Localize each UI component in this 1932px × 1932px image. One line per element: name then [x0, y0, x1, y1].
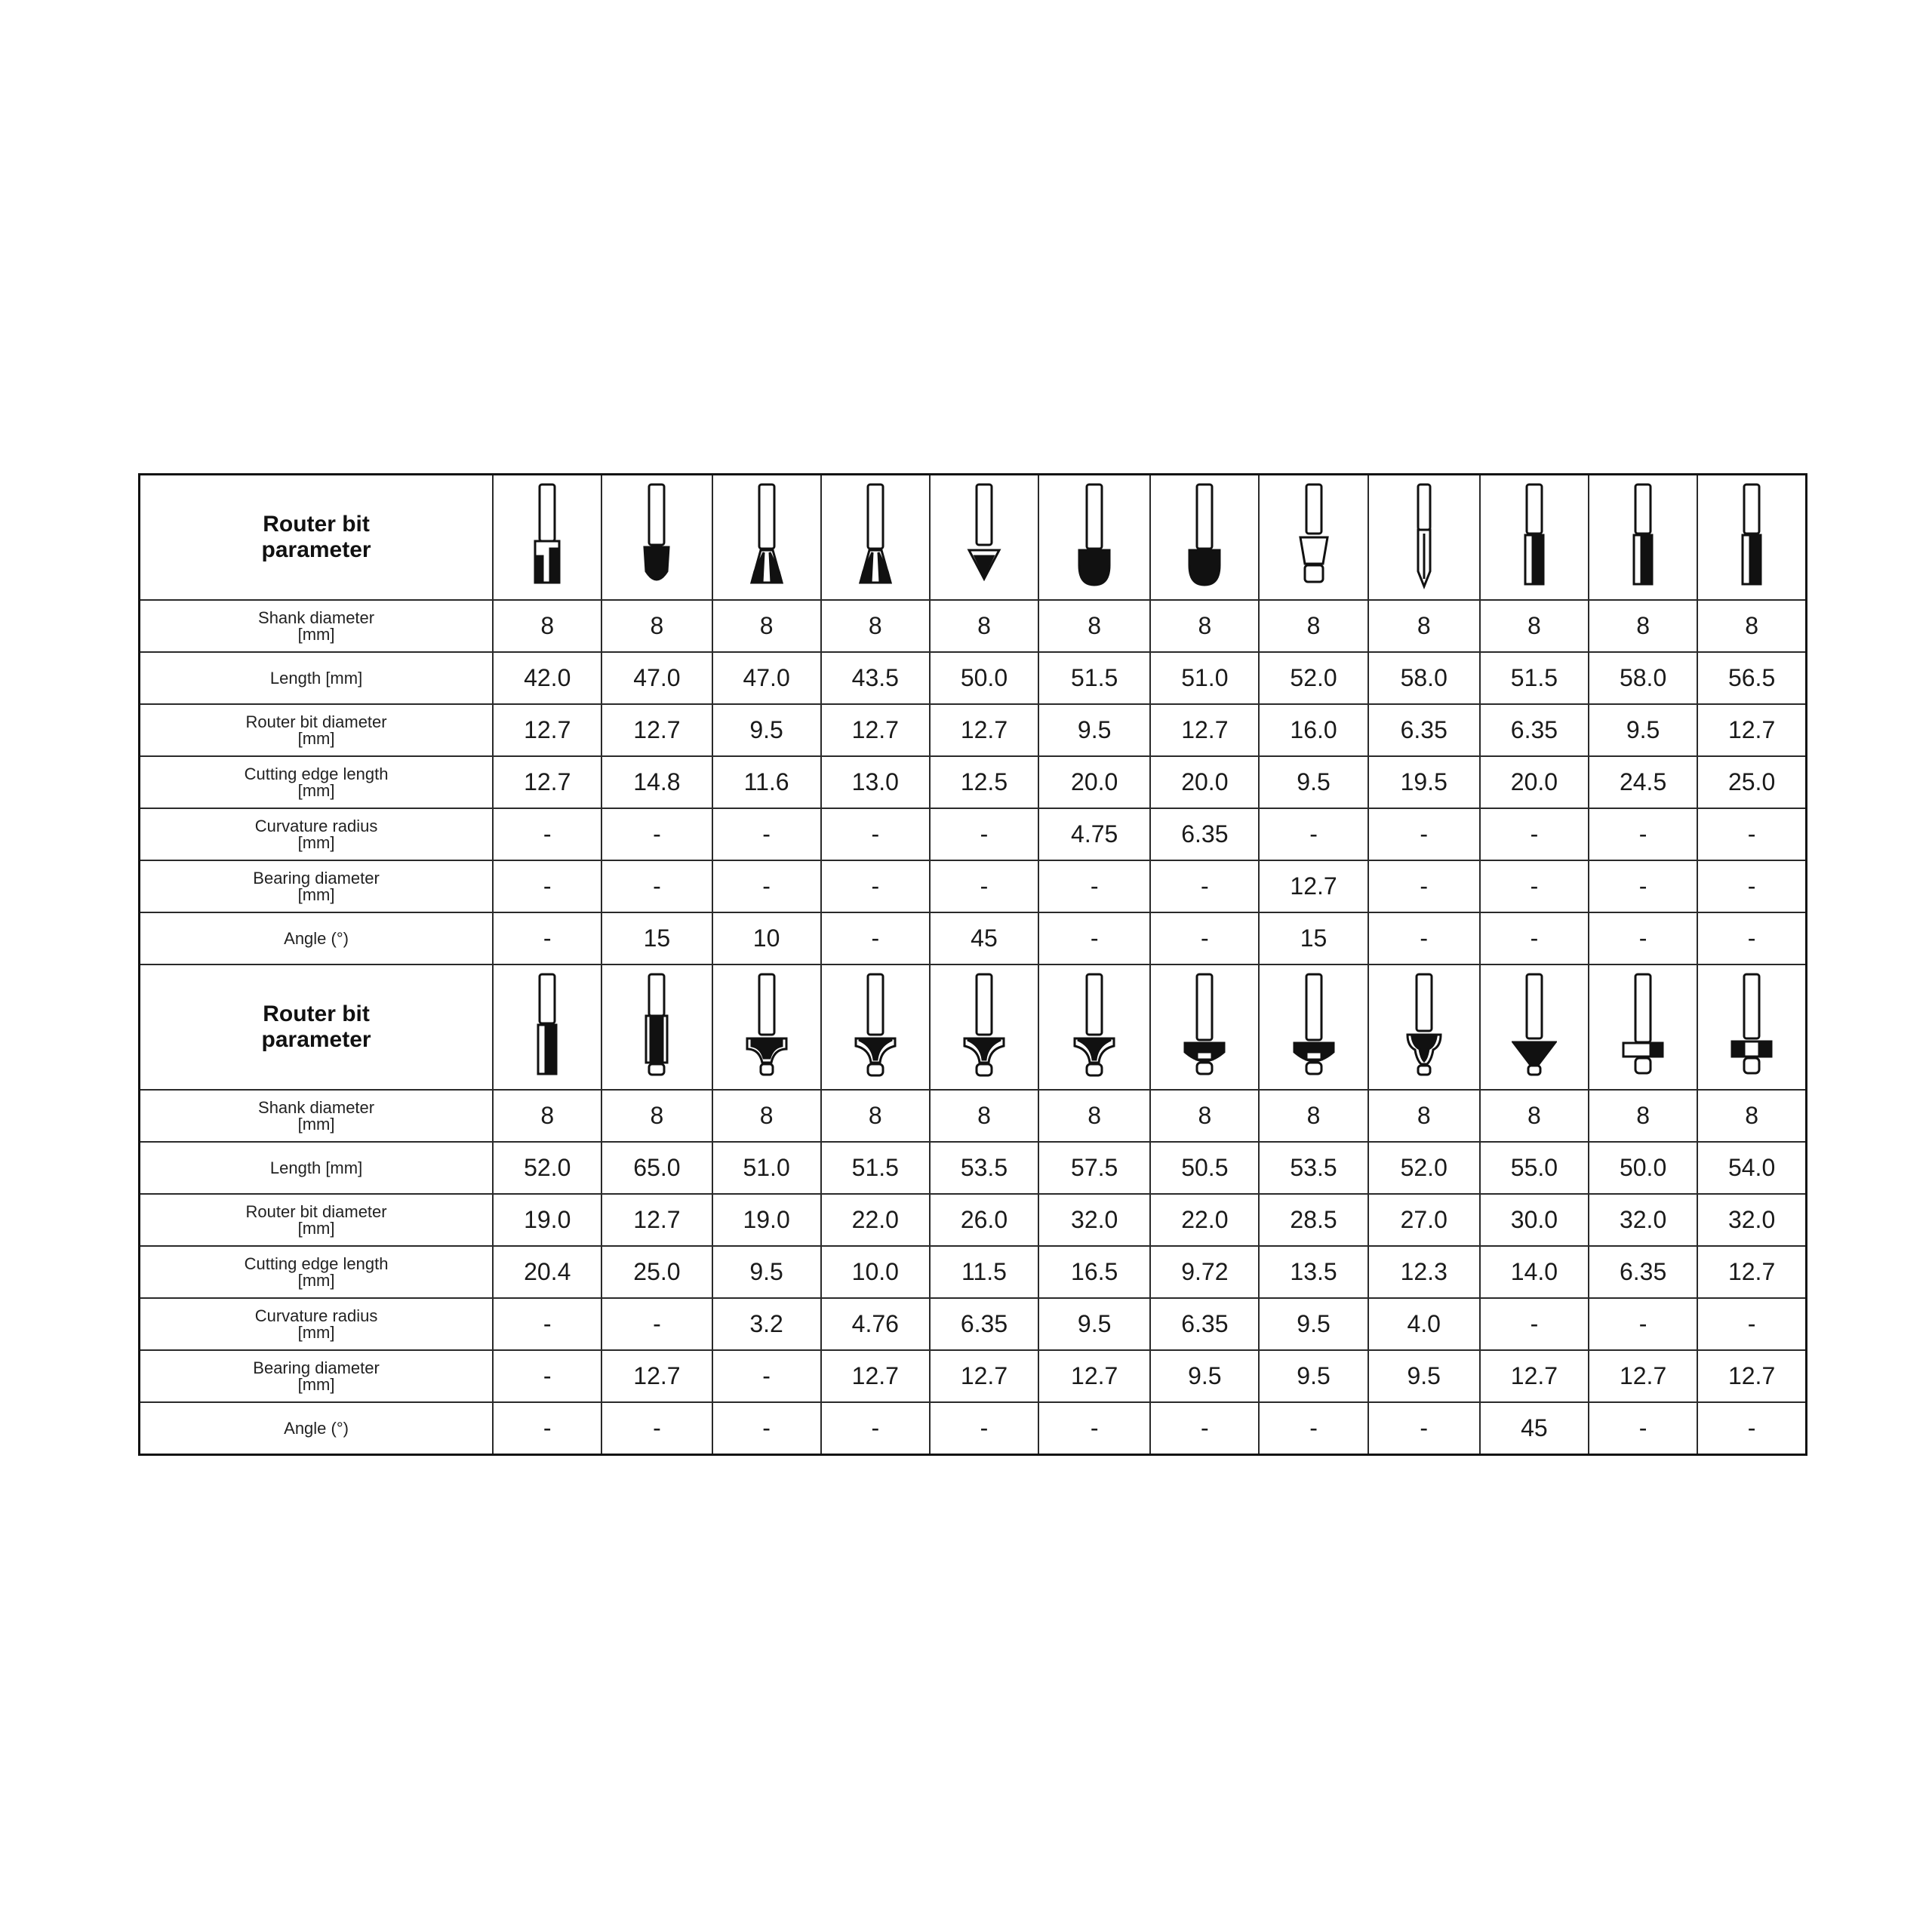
bit-icon-cell — [1589, 475, 1697, 601]
table-cell: - — [493, 1350, 601, 1402]
table-cell: 8 — [1697, 600, 1806, 652]
table-cell: 10.0 — [821, 1246, 930, 1298]
row-label-line: Angle (°) — [284, 1418, 349, 1438]
table-cell: 12.3 — [1368, 1246, 1480, 1298]
router-bit-parameter-header-line: Router bit — [263, 512, 370, 537]
row-label-line: Bearing diameter — [253, 1358, 380, 1377]
table-cell: 8 — [712, 600, 821, 652]
table-cell: 27.0 — [1368, 1194, 1480, 1246]
flush-trim-bit-icon — [634, 971, 679, 1084]
table-cell: 8 — [1150, 1090, 1259, 1142]
bit-icon-cell — [1368, 475, 1480, 601]
table-cell: 8 — [1589, 1090, 1697, 1142]
table-cell: 20.0 — [1150, 756, 1259, 808]
table-cell: 9.5 — [712, 1246, 821, 1298]
table-cell: - — [930, 808, 1038, 860]
table-row — [140, 1402, 1807, 1455]
table-cell: 57.5 — [1038, 1142, 1150, 1194]
router-bit-parameter-header-line: parameter — [261, 537, 371, 562]
row-label-line: [mm] — [297, 728, 335, 748]
row-label-line: Router bit diameter — [245, 1201, 387, 1221]
bit-icon-cell — [1259, 475, 1367, 601]
table-cell: - — [821, 1402, 930, 1455]
row-label — [140, 912, 494, 964]
table-cell: - — [493, 1298, 601, 1350]
table-cell: 4.76 — [821, 1298, 930, 1350]
table-cell: 12.7 — [1589, 1350, 1697, 1402]
table-cell: 16.0 — [1259, 704, 1367, 756]
bit-icon-cell — [821, 475, 930, 601]
bit-icon-cell — [1150, 964, 1259, 1090]
bit-header-row — [140, 964, 1807, 1090]
table-cell: - — [821, 808, 930, 860]
table-cell: 4.75 — [1038, 808, 1150, 860]
row-label-line: Router bit diameter — [245, 712, 387, 731]
table-cell: - — [930, 860, 1038, 912]
table-cell: 6.35 — [1589, 1246, 1697, 1298]
table-cell: 8 — [1038, 1090, 1150, 1142]
table-cell: - — [1480, 1298, 1589, 1350]
table-cell: 12.7 — [1259, 860, 1367, 912]
table-cell: 50.0 — [1589, 1142, 1697, 1194]
table-cell: 25.0 — [1697, 756, 1806, 808]
row-label — [140, 1090, 494, 1142]
bit-icon-cell — [1038, 964, 1150, 1090]
table-cell: - — [1480, 912, 1589, 964]
straight-bit-icon — [1620, 481, 1666, 594]
table-cell: 25.0 — [601, 1246, 712, 1298]
table-cell: 6.35 — [1150, 1298, 1259, 1350]
table-cell: 11.5 — [930, 1246, 1038, 1298]
table-cell: - — [1150, 1402, 1259, 1455]
bit-icon-cell — [1480, 964, 1589, 1090]
table-cell: 12.7 — [821, 704, 930, 756]
cove-bit-icon — [744, 971, 789, 1084]
table-cell: 12.7 — [1038, 1350, 1150, 1402]
table-cell: 12.7 — [930, 1350, 1038, 1402]
table-cell: 12.7 — [1697, 1350, 1806, 1402]
table-cell: - — [1697, 860, 1806, 912]
table-cell: 22.0 — [1150, 1194, 1259, 1246]
table-row — [140, 1350, 1807, 1402]
table-cell: 9.5 — [712, 704, 821, 756]
table-cell: 12.7 — [601, 704, 712, 756]
straight-bit-icon — [1729, 481, 1774, 594]
table-cell: 8 — [930, 600, 1038, 652]
table-cell: 51.5 — [821, 1142, 930, 1194]
table-cell: 45 — [1480, 1402, 1589, 1455]
table-row — [140, 808, 1807, 860]
table-cell: - — [821, 860, 930, 912]
bit-header-row — [140, 475, 1807, 601]
table-row — [140, 1298, 1807, 1350]
table-cell: 53.5 — [930, 1142, 1038, 1194]
table-cell: 51.0 — [1150, 652, 1259, 704]
straight-bit-icon — [1512, 481, 1557, 594]
table-cell: 20.4 — [493, 1246, 601, 1298]
table-cell: 45 — [930, 912, 1038, 964]
table-cell: 15 — [601, 912, 712, 964]
bit-icon-cell — [821, 964, 930, 1090]
rabbet-bit-icon — [1729, 971, 1774, 1084]
table-cell: - — [712, 860, 821, 912]
table-cell: 12.7 — [930, 704, 1038, 756]
row-label — [140, 860, 494, 912]
table-cell: 51.5 — [1480, 652, 1589, 704]
table-row — [140, 1142, 1807, 1194]
table-cell: 8 — [821, 600, 930, 652]
bit-icon-cell — [712, 475, 821, 601]
table-cell: 8 — [601, 1090, 712, 1142]
cove-bearing-bit-icon — [1291, 971, 1337, 1084]
cove-bearing-bit-icon — [1182, 971, 1227, 1084]
roundover-bit-icon — [853, 971, 898, 1084]
table-cell: - — [712, 808, 821, 860]
table-cell: - — [1589, 1298, 1697, 1350]
row-label — [140, 652, 494, 704]
bit-icon-cell — [1697, 964, 1806, 1090]
table-cell: 9.5 — [1038, 704, 1150, 756]
table-cell: 16.5 — [1038, 1246, 1150, 1298]
bit-icon-cell — [1697, 475, 1806, 601]
table-row — [140, 704, 1807, 756]
table-cell: 50.0 — [930, 652, 1038, 704]
table-cell: 20.0 — [1038, 756, 1150, 808]
table-cell: - — [601, 1402, 712, 1455]
table-cell: 51.5 — [1038, 652, 1150, 704]
straight-bit-icon — [525, 971, 570, 1084]
table-cell: - — [601, 808, 712, 860]
table-cell: - — [601, 860, 712, 912]
row-label-line: [mm] — [297, 624, 335, 644]
dovetail-bit-icon — [744, 481, 789, 594]
table-cell: 6.35 — [1368, 704, 1480, 756]
table-cell: 42.0 — [493, 652, 601, 704]
table-cell: 47.0 — [712, 652, 821, 704]
bit-icon-cell — [601, 475, 712, 601]
table-cell: - — [493, 860, 601, 912]
table-cell: 8 — [1480, 600, 1589, 652]
dovetail-bit-icon — [853, 481, 898, 594]
table-cell: - — [1368, 808, 1480, 860]
table-cell: 53.5 — [1259, 1142, 1367, 1194]
table-cell: 12.7 — [493, 704, 601, 756]
table-cell: 8 — [1480, 1090, 1589, 1142]
table-cell: 6.35 — [1480, 704, 1589, 756]
table-cell: 58.0 — [1589, 652, 1697, 704]
table-row — [140, 1246, 1807, 1298]
row-label-line: [mm] — [297, 1322, 335, 1342]
table-cell: 32.0 — [1589, 1194, 1697, 1246]
row-label-line: [mm] — [297, 1374, 335, 1394]
table-cell: 8 — [1150, 600, 1259, 652]
row-label-line: [mm] — [297, 780, 335, 800]
row-label — [140, 600, 494, 652]
table-cell: 15 — [1259, 912, 1367, 964]
table-cell: - — [1480, 808, 1589, 860]
bit-icon-cell — [712, 964, 821, 1090]
bit-icon-cell — [1589, 964, 1697, 1090]
v-point-bit-icon — [961, 481, 1007, 594]
bit-icon-cell — [1038, 475, 1150, 601]
table-cell: 6.35 — [930, 1298, 1038, 1350]
ogee-bit-icon — [1401, 971, 1447, 1084]
table-cell: 9.5 — [1259, 1350, 1367, 1402]
table-cell: 14.0 — [1480, 1246, 1589, 1298]
table-cell: 47.0 — [601, 652, 712, 704]
table-cell: 11.6 — [712, 756, 821, 808]
row-label — [140, 1142, 494, 1194]
table-cell: 6.35 — [1150, 808, 1259, 860]
table-cell: 58.0 — [1368, 652, 1480, 704]
row-label — [140, 1194, 494, 1246]
chamfer-bearing-bit-icon — [1291, 481, 1337, 594]
table-cell: 14.8 — [601, 756, 712, 808]
row-label — [140, 704, 494, 756]
table-cell: 9.5 — [1589, 704, 1697, 756]
row-label-line: [mm] — [297, 1218, 335, 1238]
core-box-bit-icon — [1182, 481, 1227, 594]
table-cell: 32.0 — [1038, 1194, 1150, 1246]
table-cell: 65.0 — [601, 1142, 712, 1194]
table-cell: 9.5 — [1259, 756, 1367, 808]
table-cell: 19.5 — [1368, 756, 1480, 808]
table-cell: 8 — [1368, 1090, 1480, 1142]
row-label-line: Cutting edge length — [244, 1254, 389, 1273]
bit-icon-cell — [930, 964, 1038, 1090]
slot-cutter-bit-icon — [1620, 971, 1666, 1084]
table-cell: 28.5 — [1259, 1194, 1367, 1246]
table-cell: 9.5 — [1368, 1350, 1480, 1402]
router-bit-parameter-header — [140, 475, 494, 601]
table-cell: 8 — [601, 600, 712, 652]
table-cell: 51.0 — [712, 1142, 821, 1194]
row-label-line: Shank diameter — [258, 608, 375, 627]
table-cell: - — [712, 1350, 821, 1402]
table-cell: 54.0 — [1697, 1142, 1806, 1194]
bit-icon-cell — [930, 475, 1038, 601]
table-row — [140, 1194, 1807, 1246]
bit-icon-cell — [601, 964, 712, 1090]
table-row — [140, 756, 1807, 808]
table-cell: 8 — [1589, 600, 1697, 652]
table-row — [140, 600, 1807, 652]
row-label — [140, 808, 494, 860]
row-label-line: Angle (°) — [284, 928, 349, 948]
table-cell: 43.5 — [821, 652, 930, 704]
row-label — [140, 1298, 494, 1350]
table-cell: - — [1038, 912, 1150, 964]
row-label — [140, 1350, 494, 1402]
row-label — [140, 756, 494, 808]
row-label-line: [mm] — [297, 884, 335, 904]
table-cell: - — [1589, 912, 1697, 964]
chamfer-bit-icon — [1512, 971, 1557, 1084]
bit-icon-cell — [493, 475, 601, 601]
table-cell: - — [930, 1402, 1038, 1455]
table-row — [140, 1090, 1807, 1142]
row-label-line: [mm] — [297, 1270, 335, 1290]
router-bit-parameter-header-line: parameter — [261, 1027, 371, 1052]
table-cell: 8 — [1697, 1090, 1806, 1142]
table-cell: 8 — [1259, 1090, 1367, 1142]
table-row — [140, 912, 1807, 964]
table-row — [140, 860, 1807, 912]
table-cell: 32.0 — [1697, 1194, 1806, 1246]
table-cell: 8 — [821, 1090, 930, 1142]
table-cell: - — [1697, 1402, 1806, 1455]
table-cell: - — [1368, 1402, 1480, 1455]
table-cell: - — [1150, 912, 1259, 964]
table-cell: - — [1038, 1402, 1150, 1455]
table-cell: 12.7 — [1480, 1350, 1589, 1402]
table-cell: 9.5 — [1150, 1350, 1259, 1402]
table-cell: - — [1589, 808, 1697, 860]
roundover-bit-icon — [1072, 971, 1117, 1084]
row-label-line: Length [mm] — [269, 1158, 363, 1177]
table-cell: - — [1368, 912, 1480, 964]
router-bit-spec-table — [138, 473, 1807, 1456]
table-cell: - — [493, 1402, 601, 1455]
bit-icon-cell — [1150, 475, 1259, 601]
table-cell: 12.7 — [1150, 704, 1259, 756]
table-cell: 9.5 — [1259, 1298, 1367, 1350]
table-cell: 22.0 — [821, 1194, 930, 1246]
row-label-line: Bearing diameter — [253, 868, 380, 888]
table-cell: - — [1697, 1298, 1806, 1350]
row-label-line: Curvature radius — [254, 1306, 378, 1325]
table-cell: - — [1697, 808, 1806, 860]
table-cell: 12.5 — [930, 756, 1038, 808]
table-cell: 8 — [1259, 600, 1367, 652]
table-cell: 26.0 — [930, 1194, 1038, 1246]
table-cell: - — [1150, 860, 1259, 912]
table-cell: 8 — [1368, 600, 1480, 652]
table-cell: 4.0 — [1368, 1298, 1480, 1350]
table-cell: - — [1480, 860, 1589, 912]
table-cell: 19.0 — [493, 1194, 601, 1246]
table-cell: 12.7 — [493, 756, 601, 808]
row-label-line: Shank diameter — [258, 1097, 375, 1117]
table-cell: 8 — [493, 1090, 601, 1142]
table-cell: - — [1697, 912, 1806, 964]
table-cell: 52.0 — [1368, 1142, 1480, 1194]
table-cell: 24.5 — [1589, 756, 1697, 808]
table-cell: - — [821, 912, 930, 964]
row-label — [140, 1246, 494, 1298]
row-label-line: [mm] — [297, 1114, 335, 1134]
table-cell: 12.7 — [601, 1194, 712, 1246]
roundover-bit-icon — [961, 971, 1007, 1084]
table-cell: - — [712, 1402, 821, 1455]
table-cell: 3.2 — [712, 1298, 821, 1350]
bit-icon-cell — [1259, 964, 1367, 1090]
row-label — [140, 1402, 494, 1455]
table-cell: 8 — [1038, 600, 1150, 652]
table-cell: 30.0 — [1480, 1194, 1589, 1246]
table-cell: 8 — [930, 1090, 1038, 1142]
row-label-line: Cutting edge length — [244, 764, 389, 783]
bit-icon-cell — [493, 964, 601, 1090]
table-cell: 55.0 — [1480, 1142, 1589, 1194]
table-cell: - — [1038, 860, 1150, 912]
table-cell: - — [1589, 1402, 1697, 1455]
core-box-bit-icon — [1072, 481, 1117, 594]
table-cell: 8 — [493, 600, 601, 652]
table-cell: 9.72 — [1150, 1246, 1259, 1298]
table-cell: - — [1368, 860, 1480, 912]
table-cell: 10 — [712, 912, 821, 964]
table-cell: 20.0 — [1480, 756, 1589, 808]
table-cell: 13.0 — [821, 756, 930, 808]
bit-icon-cell — [1368, 964, 1480, 1090]
straight-notch-bit-icon — [525, 481, 570, 594]
table-cell: - — [1259, 808, 1367, 860]
table-cell: 8 — [712, 1090, 821, 1142]
router-bit-parameter-header — [140, 964, 494, 1090]
v-groove-bit-icon — [634, 481, 679, 594]
table-cell: - — [493, 912, 601, 964]
row-label-line: Length [mm] — [269, 668, 363, 688]
table-cell: 12.7 — [1697, 704, 1806, 756]
table-cell: - — [601, 1298, 712, 1350]
table-cell: 12.7 — [821, 1350, 930, 1402]
table-cell: - — [493, 808, 601, 860]
bit-icon-cell — [1480, 475, 1589, 601]
table-cell: 56.5 — [1697, 652, 1806, 704]
table-cell: 52.0 — [493, 1142, 601, 1194]
table-cell: 12.7 — [601, 1350, 712, 1402]
table-cell: 52.0 — [1259, 652, 1367, 704]
router-bit-parameter-header-line: Router bit — [263, 1001, 370, 1026]
table-cell: 12.7 — [1697, 1246, 1806, 1298]
row-label-line: Curvature radius — [254, 816, 378, 835]
table-cell: 19.0 — [712, 1194, 821, 1246]
panel-pilot-bit-icon — [1401, 481, 1447, 594]
row-label-line: [mm] — [297, 832, 335, 852]
table-cell: - — [1259, 1402, 1367, 1455]
table-row — [140, 652, 1807, 704]
table-cell: 13.5 — [1259, 1246, 1367, 1298]
table-cell: 50.5 — [1150, 1142, 1259, 1194]
table-cell: 9.5 — [1038, 1298, 1150, 1350]
table-cell: - — [1589, 860, 1697, 912]
